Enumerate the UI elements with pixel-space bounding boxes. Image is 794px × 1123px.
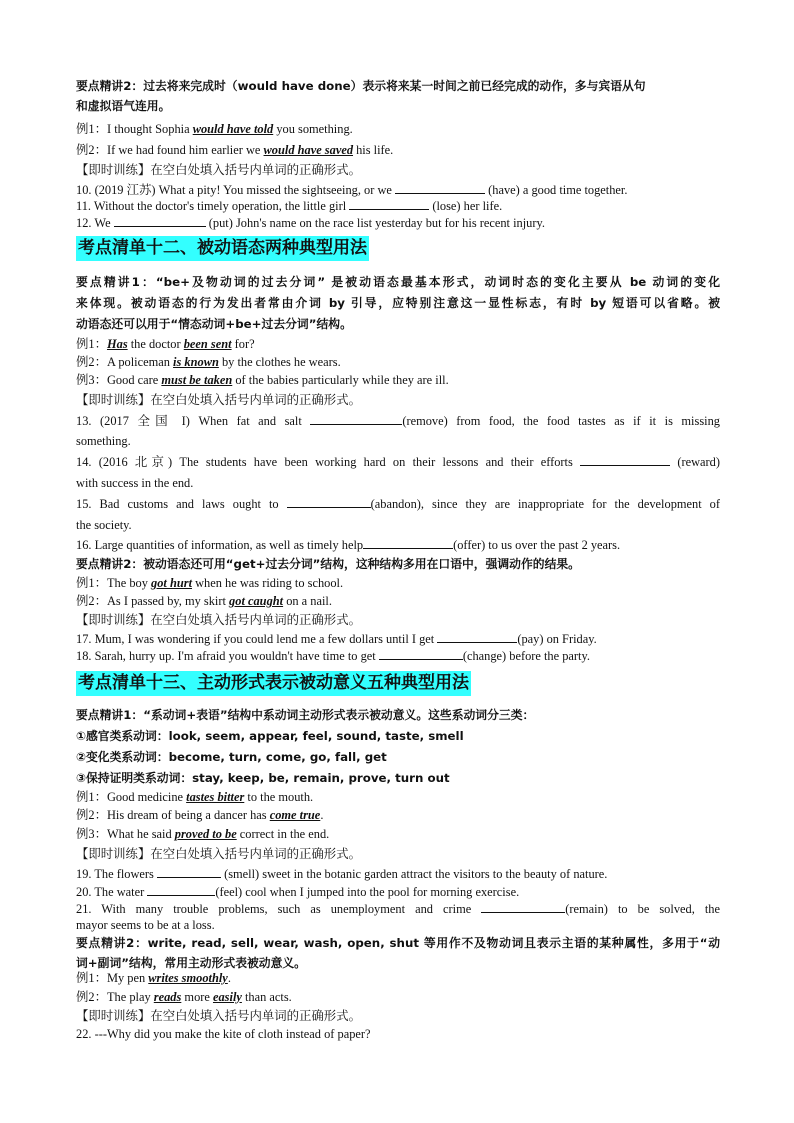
answer-blank	[437, 631, 517, 643]
text-run: (abandon), since they are inappropriate for the development of	[370, 497, 720, 511]
text-run: ③保持证明类系动词：stay, keep, be, remain, prove, turn out	[76, 771, 450, 785]
text-run: 16. Large quantities of information, as well as timely help	[76, 538, 364, 552]
text-run: 18. Sarah, hurry up. I'm afraid you wouldn't have time to get	[76, 649, 379, 663]
answer-phrase: been sent	[183, 337, 232, 351]
text-run: by the clothes he wears.	[218, 355, 341, 369]
answer-blank	[379, 648, 463, 660]
text-run: 20. The water	[76, 885, 148, 899]
text-run: (put) John's name on the race list yesterday but for his recent injury.	[205, 216, 545, 230]
text-run: 动语态还可以用于“情态动词+be+过去分词”结构。	[76, 317, 352, 331]
key-point-2-future-perfect-cont	[76, 98, 720, 114]
text-run: 【即时训练】在空白处填入括号内单词的正确形式。	[76, 163, 361, 177]
exercise-13-cont	[76, 433, 720, 449]
practice-heading	[76, 612, 720, 628]
answer-blank	[287, 496, 371, 508]
text-run: to the mouth.	[244, 790, 314, 804]
exercise-12	[76, 215, 720, 231]
text-run: 例2：As I passed by, my skirt	[76, 594, 230, 608]
text-run: 例2：The play	[76, 990, 154, 1004]
practice-heading	[76, 162, 720, 178]
answer-blank	[310, 413, 402, 425]
text-run: the society.	[76, 518, 132, 532]
text-run: 17. Mum, I was wondering if you could lend me a few dollars until I get	[76, 632, 438, 646]
answer-blank	[580, 454, 670, 466]
exercise-19	[76, 866, 720, 882]
text-run: 要点精讲2：被动语态还可用“get+过去分词”结构，这种结构多用在口语中，强调动作的结果。	[76, 557, 580, 571]
text-run: with success in the end.	[76, 476, 194, 490]
exercise-11	[76, 198, 720, 214]
text-run: 【即时训练】在空白处填入括号内单词的正确形式。	[76, 393, 361, 407]
text-run: mayor seems to be at a loss.	[76, 918, 215, 932]
text-run: when he was riding to school.	[192, 576, 344, 590]
example-1	[76, 970, 720, 986]
text-run: (smell) sweet in the botanic garden attract the visitors to the beauty of nature.	[220, 867, 608, 881]
text-run: (offer) to us over the past 2 years.	[453, 538, 621, 552]
text-run: (change) before the party.	[462, 649, 590, 663]
text-run: on a nail.	[283, 594, 332, 608]
answer-phrase: is known	[173, 355, 219, 369]
practice-heading	[76, 846, 720, 862]
text-run: for?	[231, 337, 255, 351]
example-1	[76, 121, 720, 137]
text-run: correct in the end.	[236, 827, 330, 841]
text-run: 【即时训练】在空白处填入括号内单词的正确形式。	[76, 847, 361, 861]
exercise-15	[76, 496, 720, 512]
linking-verbs-sense	[76, 728, 720, 744]
key-point-1-passive-cont	[76, 295, 720, 311]
text-run: 要点精讲1：“be+及物动词的过去分词” 是被动语态最基本形式，动词时态的变化主要从 be 动词的变化	[76, 275, 720, 289]
text-run: 例3：Good care	[76, 373, 162, 387]
text-run: 要点精讲2：write, read, sell, wear, wash, open, shut 等用作不及物动词且表示主语的某种属性，多用于“动	[76, 936, 720, 950]
text-run: ①感官类系动词：look, seem, appear, feel, sound, taste, smell	[76, 729, 464, 743]
example-2	[76, 593, 720, 609]
text-run: 例1：I thought Sophia	[76, 122, 193, 136]
key-point-2-future-perfect	[76, 78, 720, 94]
text-run: the doctor	[127, 337, 184, 351]
text-run: 来体现。被动语态的行为发出者常由介词 by 引导，应特别注意这一显性标志，有时 by 短语可以省略。被	[76, 296, 720, 310]
example-1	[76, 336, 720, 352]
exercise-14	[76, 454, 720, 470]
text-run: 例3：What he said	[76, 827, 175, 841]
text-run: 例1：Good medicine	[76, 790, 187, 804]
exercise-20	[76, 884, 720, 900]
text-run: 【即时训练】在空白处填入括号内单词的正确形式。	[76, 1009, 361, 1023]
answer-blank	[363, 537, 453, 549]
text-run: (reward)	[670, 455, 720, 469]
exercise-21	[76, 901, 720, 917]
text-run: ②变化类系动词：become, turn, come, go, fall, get	[76, 750, 387, 764]
example-2	[76, 354, 720, 370]
answer-blank	[395, 182, 485, 194]
text-run: 10. (2019 江苏) What a pity! You missed the sightseeing, or we	[76, 183, 396, 197]
text-run: you something.	[273, 122, 353, 136]
text-run: 21. With many trouble problems, such as unemployment and crime	[76, 902, 482, 916]
exercise-16	[76, 537, 720, 553]
example-2	[76, 807, 720, 823]
exercise-13	[76, 413, 720, 429]
key-point-2-get-passive	[76, 556, 720, 572]
practice-heading	[76, 1008, 720, 1024]
answer-phrase: reads	[153, 990, 182, 1004]
exercise-14-cont	[76, 475, 720, 491]
answer-phrase: must be taken	[161, 373, 233, 387]
exercise-17	[76, 631, 720, 647]
text-run: 例2：His dream of being a dancer has	[76, 808, 270, 822]
text-run: 要点精讲1：“系动词+表语”结构中系动词主动形式表示被动意义。这些系动词分三类：	[76, 708, 535, 722]
example-1	[76, 789, 720, 805]
text-run: (have) a good time together.	[485, 183, 628, 197]
answer-phrase: got caught	[229, 594, 284, 608]
answer-phrase: would have told	[192, 122, 274, 136]
answer-blank	[147, 884, 215, 896]
text-run: 11. Without the doctor's timely operation, the little girl	[76, 199, 350, 213]
key-point-2-intransitive-cont	[76, 955, 720, 971]
exercise-21-cont	[76, 917, 720, 933]
exercise-10	[76, 182, 720, 198]
text-run: (lose) her life.	[429, 199, 503, 213]
linking-verbs-change	[76, 749, 720, 765]
answer-blank	[114, 215, 206, 227]
example-1	[76, 575, 720, 591]
text-run: 考点清单十二、被动语态两种典型用法	[78, 238, 367, 258]
text-run: .	[320, 808, 324, 822]
answer-phrase: easily	[212, 990, 242, 1004]
text-run: 22. ---Why did you make the kite of cloth instead of paper?	[76, 1027, 371, 1041]
answer-blank	[157, 866, 221, 878]
exercise-18	[76, 648, 720, 664]
text-run: 19. The flowers	[76, 867, 157, 881]
text-run: more	[181, 990, 213, 1004]
section-heading-12	[76, 236, 369, 261]
text-run: (remove) from food, the food tastes as if it is missing	[402, 414, 720, 428]
answer-phrase: tastes bitter	[186, 790, 245, 804]
text-run: 词+副词”结构，常用主动形式表被动意义。	[76, 956, 306, 970]
text-run: .	[227, 971, 231, 985]
text-run: 例1：The boy	[76, 576, 152, 590]
text-run: 13. (2017 全国 I) When fat and salt	[76, 414, 311, 428]
key-point-1-passive	[76, 274, 720, 290]
text-run: 例2：If we had found him earlier we	[76, 143, 264, 157]
answer-blank	[481, 901, 565, 913]
text-run: 15. Bad customs and laws ought to	[76, 497, 287, 511]
key-point-1-linking-verbs	[76, 707, 720, 723]
linking-verbs-keep	[76, 770, 720, 786]
text-run: something.	[76, 434, 131, 448]
section-heading-13	[76, 671, 471, 696]
answer-phrase: writes smoothly	[148, 971, 228, 985]
text-run: 【即时训练】在空白处填入括号内单词的正确形式。	[76, 613, 361, 627]
text-run: 14. (2016 北京) The students have been working hard on their lessons and their efforts	[76, 455, 581, 469]
text-run: 例1：My pen	[76, 971, 149, 985]
answer-phrase: would have saved	[263, 143, 354, 157]
text-run: 例1：	[76, 337, 107, 351]
answer-phrase: come true	[269, 808, 321, 822]
text-run: 考点清单十三、主动形式表示被动意义五种典型用法	[78, 673, 469, 693]
example-2	[76, 142, 720, 158]
text-run: his life.	[353, 143, 394, 157]
key-point-2-intransitive	[76, 935, 720, 951]
text-run: (feel) cool when I jumped into the pool for morning exercise.	[215, 885, 520, 899]
answer-phrase: got hurt	[151, 576, 193, 590]
text-run: 例2：A policeman	[76, 355, 174, 369]
example-3	[76, 372, 720, 388]
practice-heading	[76, 392, 720, 408]
text-run: 要点精讲2：过去将来完成时（would have done）表示将来某一时间之前已经完成的动作，多与宾语从句	[76, 79, 646, 93]
exercise-22	[76, 1026, 720, 1042]
exercise-15-cont	[76, 517, 720, 533]
text-run: (remain) to be solved, the	[565, 902, 720, 916]
answer-phrase: proved to be	[174, 827, 237, 841]
text-run: 12. We	[76, 216, 114, 230]
text-run: than acts.	[241, 990, 292, 1004]
answer-phrase: Has	[106, 337, 128, 351]
text-run: 和虚拟语气连用。	[76, 99, 171, 113]
text-run: of the babies particularly while they are ill.	[232, 373, 449, 387]
key-point-1-passive-end	[76, 316, 720, 332]
answer-blank	[349, 198, 429, 210]
example-3	[76, 826, 720, 842]
example-2	[76, 989, 720, 1005]
text-run: (pay) on Friday.	[517, 632, 597, 646]
